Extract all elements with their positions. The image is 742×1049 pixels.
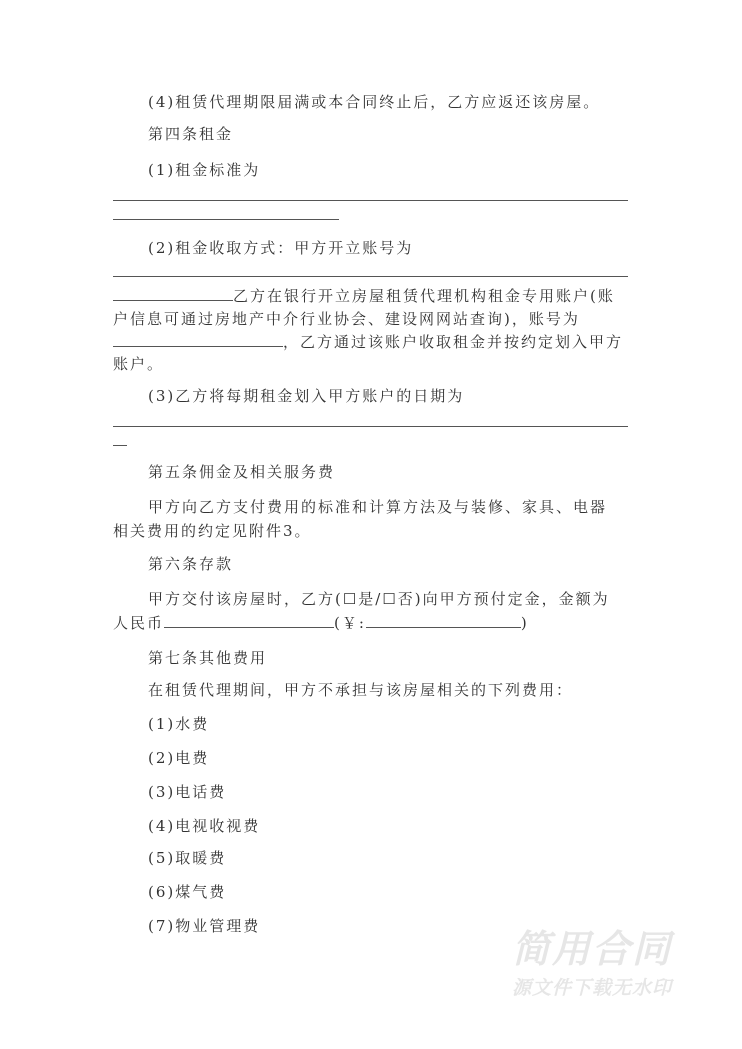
clause-text: 户信息可通过房地产中介行业协会、建设网网站查询)，账号为 [113,310,580,328]
list-item: (3)电话费 [148,783,227,801]
watermark-title: 简用合同 [512,927,673,971]
clause-text: 在租赁代理期间，甲方不承担与该房屋相关的下列费用： [148,681,574,699]
list-item: (2)电费 [148,749,210,767]
clause-text: (3)乙方将每期租金划入甲方账户的日期为 [148,387,465,405]
section-heading: 第四条租金 [148,125,234,143]
list-item: (4)电视收视费 [148,817,261,835]
clause-text: 人民币 [113,614,165,632]
clause-text: 甲方交付该房屋时，乙方(☐是/☐否)向甲方预付定金，金额为 [148,590,610,608]
blank-line [113,276,628,277]
blank-line [113,445,127,446]
clause-text: ) [520,614,529,632]
clause-text: ，乙方通过该账户收取租金并按约定划入甲方 [283,333,624,351]
blank-line [113,200,628,201]
clause-text: 甲方向乙方支付费用的标准和计算方法及与装修、家具、电器 [148,498,608,516]
list-item: (7)物业管理费 [148,917,261,935]
clause-text: 相关费用的约定见附件3。 [113,522,312,540]
amount-blank [164,613,334,628]
section-heading: 第七条其他费用 [148,649,268,667]
clause-text: (1)租金标准为 [148,161,261,179]
clause-text: (￥: [334,614,366,632]
list-item: (1)水费 [148,715,210,733]
watermark-subtitle: 源文件下载无水印 [512,977,673,999]
list-item: (6)煤气费 [148,883,227,901]
amount-blank [366,613,521,628]
clause-text: 乙方在银行开立房屋租赁代理机构租金专用账户(账 [233,287,615,305]
clause-text: (4)租赁代理期限届满或本合同终止后，乙方应返还该房屋。 [148,93,601,111]
blank-line [113,332,283,347]
section-heading: 第五条佣金及相关服务费 [148,463,336,481]
blank-line [113,286,233,301]
blank-line [113,426,628,427]
section-heading: 第六条存款 [148,555,234,573]
blank-line [113,219,339,220]
clause-text: 账户。 [113,355,165,373]
clause-text: (2)租金收取方式：甲方开立账号为 [148,239,414,257]
list-item: (5)取暖费 [148,849,227,867]
